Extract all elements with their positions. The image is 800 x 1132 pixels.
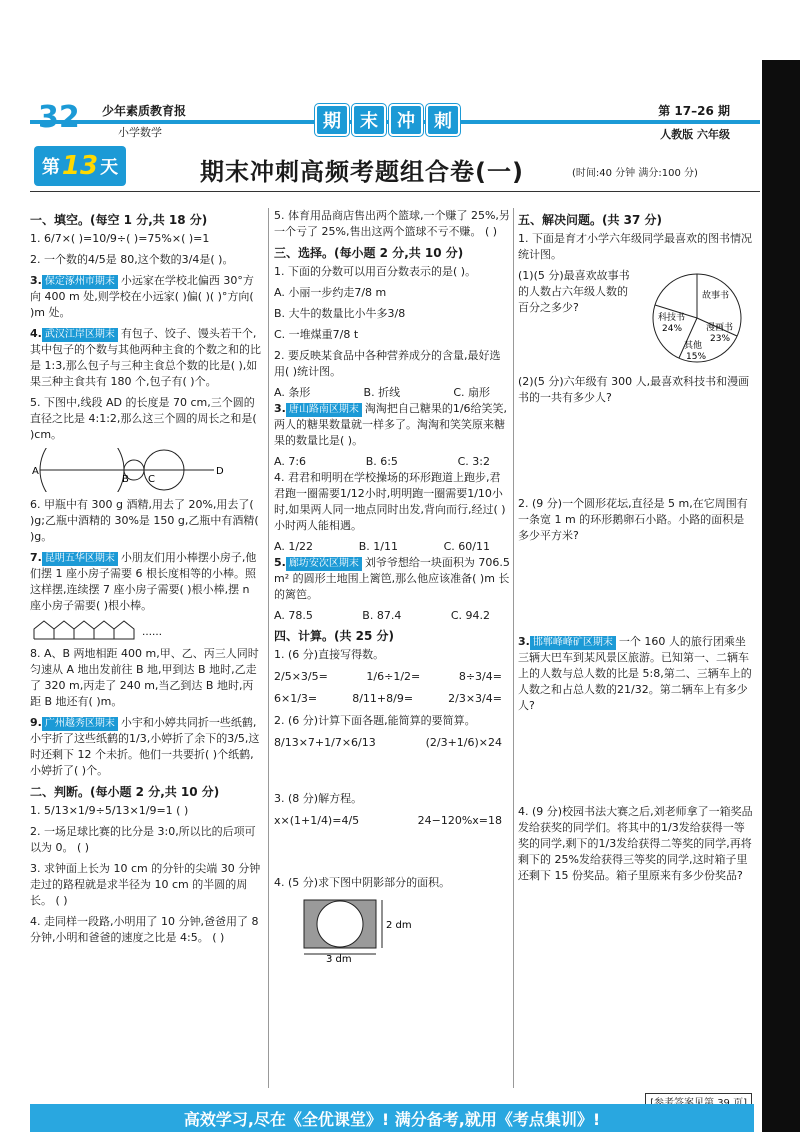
judge-item: 2. 一场足球比赛的比分是 3:0,所以比的后项可以为 0。 ( ) [30, 825, 256, 854]
equation: 24−120%x=18 [417, 814, 502, 827]
expression: 6×1/3= [274, 692, 318, 705]
options-row [274, 454, 510, 470]
pie-value-other: 15% [686, 352, 707, 362]
expression: 8/13×7+1/7×6/13 [274, 736, 376, 749]
question: 8. A、B 两地相距 400 m,甲、乙、丙三人同时匀速从 A 地出发前往 B 地,甲到达 B 地时,乙走了 320 m,丙走了 240 m,当乙到达 B 地时,丙距 B 地还有( )m。 [30, 647, 259, 708]
question: 7. 昆明五华区期末 小朋友们用小棒摆小房子,他们摆 1 座小房子需要 6 根长度相等的小棒。照这样摆,连续摆 7 座小房子需要( )根小棒,摆 n 座小房子需要( )根小棒。 [30, 551, 257, 612]
pie-value-comic: 23% [710, 334, 731, 344]
question: 3. 保定涿州市期末 小远家在学校北偏西 30°方向 400 m 处,则学校在小远家( )偏( )( )°方向( )m 处。 [30, 274, 254, 319]
source-tag: 保定涿州市期末 [42, 275, 118, 289]
question: 3. 邯郸峰峰矿区期末 一个 160 人的旅行团乘坐三辆大巴车到某风景区旅游。已知第一、二辆车上的人数与总人数的比是 5:8,第二、三辆车上的人数之和占总人数的21/32。第二辆车上有多少人? [518, 635, 752, 712]
question: 5. 廊坊安次区期末 刘爷爷想给一块面积为 706.5 m² 的圆形土地围上篱笆,那么他应该准备( )m 长的篱笆。 [274, 556, 510, 601]
judge-item: 1. 5/13×1/9÷5/13×1/9=1 ( ) [30, 804, 189, 817]
question-text: 淘淘把自己糖果的1/6给笑笑,两人的糖果数量就一样多了。淘淘和笑笑原来糖果的数量比是( )。 [274, 402, 508, 447]
point-c: C [148, 474, 155, 485]
question-text: 有包子、饺子、馒头若干个,其中包子的个数与其他两种主食的个数之和的比是 1:3,那么包子与三种主食总个数的比是( ),如果三种主食共有 180 个,包子有( )个。 [30, 327, 261, 388]
question: 3. 唐山路南区期末 淘淘把自己糖果的1/6给笑笑,两人的糖果数量就一样多了。淘淘和笑笑原来糖果的数量比是( )。 [274, 402, 508, 447]
page-header [30, 100, 760, 140]
banner-char: 期 [315, 104, 349, 136]
expression: 8÷3/4= [458, 670, 502, 683]
question-text: 小朋友们用小棒摆小房子,他们摆 1 座小房子需要 6 根长度相等的小棒。照这样摆,连续摆 7 座小房子需要( )根小棒,摆 n 座小房子需要( )根小棒。 [30, 551, 257, 612]
source-tag: 昆明五华区期末 [42, 552, 118, 566]
footer-slogan: 高效学习,尽在《全优课堂》! 满分备考,就用《考点集训》! [30, 1104, 754, 1132]
option: C. 扇形 [453, 386, 490, 399]
equation-row [274, 813, 510, 829]
section-true-false: 二、判断。(每小题 2 分,共 10 分) [30, 785, 220, 799]
question: 1. 6/7×( )=10/9÷( )=75%×( )=1 [30, 232, 210, 245]
paper-name: 少年素质教育报 [102, 104, 187, 118]
pie-label-story: 故事书 [702, 291, 730, 301]
page-number: 32 [38, 100, 80, 135]
question: 2. (6 分)计算下面各题,能简算的要简算。 [274, 714, 476, 727]
question: 4. (5 分)求下图中阴影部分的面积。 [274, 876, 451, 889]
pie-chart [644, 268, 750, 368]
question: 2. 一个数的4/5是 80,这个数的3/4是( )。 [30, 253, 234, 266]
point-d: D [216, 466, 224, 477]
exam-meta: (时间:40 分钟 满分:100 分) [572, 168, 698, 179]
pie-label-comic: 漫画书 [706, 323, 734, 333]
question: 5. 下图中,线段 AD 的长度是 70 cm,三个圆的直径之比是 4:1:2,那么这三个圆的周长之和是( )cm。 [30, 396, 257, 441]
banner-char: 刺 [426, 104, 460, 136]
source-tag: 邯郸峰峰矿区期末 [530, 636, 616, 650]
judge-item: 5. 体育用品商店售出两个篮球,一个赚了 25%,另一个亏了 25%,售出这两个篮球不亏不赚。 ( ) [274, 209, 510, 238]
option: B. 大牛的数量比小牛多3/8 [274, 307, 406, 320]
source-tag: 廊坊安次区期末 [286, 557, 362, 571]
column-right [518, 208, 754, 889]
question-text: 小远家在学校北偏西 30°方向 400 m 处,则学校在小远家( )偏( )( )°方向( )m 处。 [30, 274, 254, 319]
circle-cutout [317, 901, 363, 947]
option: B. 折线 [363, 386, 401, 399]
shaded-area-figure [274, 896, 424, 962]
day-badge [34, 146, 126, 186]
houses-outline [34, 621, 134, 639]
options-row [274, 385, 510, 401]
option: A. 条形 [274, 386, 311, 399]
question: 1. 下面的分数可以用百分数表示的是( )。 [274, 265, 477, 278]
expression: 8/11+8/9= [352, 692, 414, 705]
judge-item: 4. 走同样一段路,小明用了 10 分钟,爸爸用了 8 分钟,小明和爸爸的速度之比是 4:5。 ( ) [30, 915, 259, 944]
banner-char: 冲 [389, 104, 423, 136]
question: 2. 要反映某食品中各种营养成分的含量,最好选用( )统计图。 [274, 349, 501, 378]
option: B. 87.4 [362, 609, 402, 622]
question: 4. 君君和明明在学校操场的环形跑道上跑步,君君跑一圈需要1/12小时,明明跑一圈需要1/10小时,如果两人同一地点同时出发,背向而行,经过( )小时两人能相遇。 [274, 471, 506, 532]
sub-question: (2)(5 分)六年级有 300 人,最喜欢科技书和漫画书的一共有多少人? [518, 375, 750, 404]
banner-char: 末 [352, 104, 386, 136]
question: 1. (6 分)直接写得数。 [274, 648, 385, 661]
source-tag: 唐山路南区期末 [286, 403, 362, 417]
exam-title: 期末冲刺高频考题组合卷(一) [200, 158, 524, 186]
option: C. 3:2 [457, 455, 490, 468]
question: 4. 武汉江岸区期末 有包子、饺子、馒头若干个,其中包子的个数与其他两种主食的个数之和的比是 1:3,那么包子与三种主食总个数的比是( ),如果三种主食共有 180 个,包子有( )个。 [30, 327, 261, 388]
question: 9. 广州越秀区期末 小宇和小婷共同折一些纸鹤,小宇折了这些纸鹤的1/3,小婷折了余下的3/5,这时还剩下 12 个未折。他们一共要折( )个纸鹤,小婷折了( )个。 [30, 716, 260, 777]
point-a: A [32, 466, 39, 477]
height-label: 2 dm [386, 920, 412, 931]
day-prefix: 第 [41, 157, 60, 178]
column-divider [268, 208, 269, 1088]
question: 6. 甲瓶中有 300 g 酒精,用去了 20%,用去了( )g;乙瓶中酒精的 30%是 150 g,乙瓶中有酒精( )g。 [30, 498, 259, 543]
point-b: B [122, 474, 129, 485]
section-problem-solving: 五、解决问题。(共 37 分) [518, 213, 663, 227]
section-choice: 三、选择。(每小题 2 分,共 10 分) [274, 246, 464, 260]
paper-subject: 小学数学 [118, 126, 162, 139]
pie-label-other: 其他 [684, 341, 703, 351]
judge-item: 3. 求钟面上长为 10 cm 的分针的尖端 30 分钟走过的路程就是求半径为 10 cm 的半圆的周长。 ( ) [30, 862, 261, 907]
width-label: 3 dm [326, 954, 352, 962]
equation: x×(1+1/4)=4/5 [274, 814, 360, 827]
day-suffix: 天 [100, 157, 119, 178]
edition: 人教版 六年级 [660, 128, 730, 141]
svg-text:……: …… [142, 627, 162, 638]
expression-row [274, 669, 510, 685]
pie-label-science: 科技书 [658, 313, 686, 323]
sub-question: (1)(5 分)最喜欢故事书的人数占六年级人数的百分之多少? [518, 269, 630, 314]
section-calculation: 四、计算。(共 25 分) [274, 629, 395, 643]
expression: 1/6÷1/2= [366, 670, 421, 683]
option: B. 6:5 [365, 455, 398, 468]
option: A. 78.5 [274, 609, 313, 622]
title-row [30, 140, 760, 192]
expression: 2/5×3/5= [274, 670, 328, 683]
question-text: 小宇和小婷共同折一些纸鹤,小宇折了这些纸鹤的1/3,小婷折了余下的3/5,这时还剩下 12 个未折。他们一共要折( )个纸鹤,小婷折了( )个。 [30, 716, 260, 777]
column-left [30, 208, 264, 951]
question: 2. (9 分)一个圆形花坛,直径是 5 m,在它周围有一条宽 1 m 的环形鹅卵石小路。小路的面积是多少平方米? [518, 497, 748, 542]
options-row [274, 539, 510, 555]
issue-range: 第 17–26 期 [658, 104, 730, 118]
options-row [274, 608, 510, 624]
option: A. 7:6 [274, 455, 307, 468]
question-text: 一个 160 人的旅行团乘坐三辆大巴车到某风景区旅游。已知第一、二辆车上的人数与总人数的比是 5:8,第二、三辆车上的人数之和占总人数的21/32。第二辆车上有多少人? [518, 635, 752, 712]
option: C. 94.2 [450, 609, 490, 622]
option: A. 小丽一步约走7/8 m [274, 286, 387, 299]
houses-figure [30, 619, 230, 641]
page-edge-shadow [762, 60, 800, 1132]
expression-row [274, 691, 510, 707]
question: 1. 下面是育才小学六年级同学最喜欢的图书情况统计图。 [518, 232, 752, 261]
banner [315, 104, 460, 136]
pie-value-science: 24% [662, 324, 683, 334]
question-text: 刘爷爷想给一块面积为 706.5 m² 的圆形土地围上篱笆,那么他应该准备( )m 长的篱笆。 [274, 556, 510, 601]
source-tag: 广州越秀区期末 [42, 717, 118, 731]
option: C. 60/11 [443, 540, 490, 553]
expression: (2/3+1/6)×24 [425, 736, 502, 749]
question: 3. (8 分)解方程。 [274, 792, 363, 805]
section-fill-blank: 一、填空。(每空 1 分,共 18 分) [30, 213, 208, 227]
column-middle [274, 208, 510, 967]
option: B. 1/11 [358, 540, 398, 553]
option: A. 1/22 [274, 540, 314, 553]
circles-figure [30, 448, 230, 492]
source-tag: 武汉江岸区期末 [42, 328, 118, 342]
day-number: 13 [61, 151, 99, 181]
option: C. 一堆煤重7/8 t [274, 328, 359, 341]
expression-row [274, 735, 510, 751]
exam-page [30, 100, 760, 1129]
column-divider [513, 208, 514, 1088]
expression: 2/3×3/4= [448, 692, 502, 705]
question: 4. (9 分)校园书法大赛之后,刘老师拿了一箱奖品发给获奖的同学们。将其中的1/3发给获得一等奖的同学,剩下的1/3发给获得二等奖的同学,再将剩下的 25%发给获得三等奖的同学,这时箱子里还剩下 15 份奖品。箱子里原来有多少份奖品? [518, 805, 753, 882]
